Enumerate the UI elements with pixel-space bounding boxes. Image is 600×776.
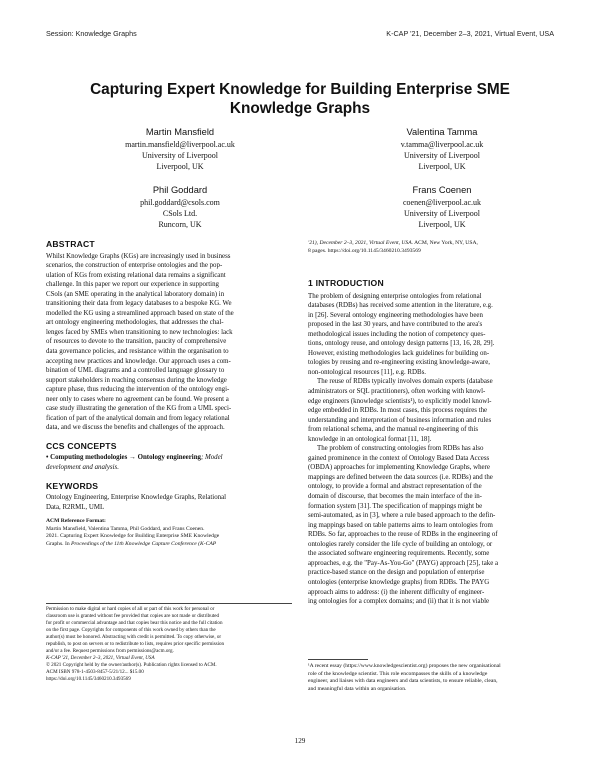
permission-divider	[46, 603, 292, 604]
running-header-conference: K-CAP '21, December 2–3, 2021, Virtual Event, USA	[386, 29, 554, 38]
permission-line: author(s) must be honored. Abstracting with credit is permitted. To copy otherwise, or	[46, 634, 222, 640]
acm-reference-line: Martin Mansfield, Valentina Tamma, Phil Goddard, and Frans Coenen.	[46, 525, 205, 532]
introduction-section	[308, 279, 554, 607]
ccs-line-1	[46, 453, 292, 463]
acm-reference-proceedings: Proceedings of the 11th Knowledge Capture Conference (K-CAP	[71, 541, 217, 547]
abstract-line: challenge. In this paper we report our experience in supporting	[46, 281, 219, 289]
abstract-line: Whilst Knowledge Graphs (KGs) are increasingly used in business	[46, 252, 231, 260]
intro-line: databases (RDBs) has received some attention in the literature, e.g.	[308, 302, 493, 310]
intro-line: tologies by reusing and re-engineering existing knowledge-aware,	[308, 359, 490, 367]
acm-reference-line: 8 pages. https://doi.org/10.1145/3460210.3493569	[308, 247, 421, 254]
intro-line: edge embedded in RDBs. In most cases, this process requires the	[308, 407, 488, 415]
intro-line: ing ontologies for a complex domains; and (ii) that it is not viable	[308, 598, 490, 606]
intro-line: in [26]. Several ontology engineering methodologies have been	[308, 311, 483, 319]
intro-line: the associated software engineering requirements. Recently, some	[308, 550, 490, 558]
intro-line: semi-automated, as in [3], where a rule based approach to the defin-	[308, 512, 496, 520]
intro-line: domain of discourse, that becomes the main interface of the in-	[308, 493, 482, 501]
permission-line: for profit or commercial advantage and that copies bear this notice and the full citation	[46, 620, 223, 626]
intro-line: The problem of constructing ontologies from RDBs has also	[317, 445, 484, 453]
abstract-line: art ontology engineering methodologies, that addresses the chal-	[46, 319, 224, 327]
abstract-line: case study illustrating the generation of the KG from a UML speci-	[46, 405, 232, 413]
abstract-line: ulation of KGs from existing relational data remains a significant	[46, 271, 226, 279]
author-affiliation: University of Liverpool	[404, 151, 480, 160]
permission-line: on the first page. Copyrights for components of this work owned by others than the	[46, 627, 216, 633]
footnote-line: role of the knowledge scientist. This role encompasses the skills of a knowledge	[308, 670, 488, 677]
intro-line: However, existing methodologies lack guidelines for building on-	[308, 349, 490, 357]
keywords-line-2: Data, R2RML, UML	[46, 503, 105, 511]
abstract-line: bination of UML diagrams and a controlled language glossary to	[46, 367, 225, 375]
acm-reference-line	[308, 240, 554, 248]
intro-line: tions, ontology reuse, and ontology design patterns [13, 16, 28, 29].	[308, 340, 495, 348]
keywords-list	[46, 493, 292, 512]
permission-notice	[46, 606, 292, 683]
paper-title	[40, 80, 560, 118]
paper-title-line-1: Capturing Expert Knowledge for Building Enterprise SME	[90, 81, 510, 98]
intro-line: proposed in the last 30 years, and have contributed to the area's	[308, 321, 483, 329]
permission-isbn: ACM ISBN 978-1-4503-8457-5/21/12... $15.00	[46, 669, 144, 675]
intro-line: formation system [31]. The specification of mappings might be	[308, 502, 483, 510]
author-block-3	[80, 184, 280, 230]
acm-reference	[46, 518, 292, 548]
acm-reference-line: 2021. Capturing Expert Knowledge for Building Enterprise SME Knowledge	[46, 533, 220, 540]
intro-line: RDBs. So far, approaches to the reuse of RDBs in the engineering of	[308, 531, 498, 539]
ccs-secondary-prefix: ; Model	[200, 454, 223, 462]
author-location: Liverpool, UK	[418, 220, 466, 229]
abstract-line: neer only to cases where no agreement can be found. We present a	[46, 395, 229, 403]
acm-reference-line	[46, 541, 292, 549]
abstract-line: data, and we discuss the benefits and challenges of the approach.	[46, 424, 225, 432]
intro-line: ontologies rarely consider the life cycle of building an ontology, or	[308, 540, 493, 548]
author-location: Liverpool, UK	[418, 162, 466, 171]
author-email: phil.goddard@csols.com	[140, 198, 220, 207]
intro-line: The problem of designing enterprise ontologies from relational	[308, 292, 482, 300]
permission-doi: https://doi.org/10.1145/3460210.3493569	[46, 676, 131, 682]
permission-line: republish, to post on servers or to redistribute to lists, requires prior specific permission	[46, 641, 225, 647]
permission-conference: K-CAP '21, December 2–3, 2021, Virtual Event, USA	[46, 655, 155, 661]
footnote	[308, 663, 554, 693]
intro-line: The reuse of RDBs typically involves domain experts (database	[317, 378, 493, 386]
abstract-line: transitioning their data from legacy databases to a bespoke KG. We	[46, 300, 232, 308]
permission-line: Permission to make digital or hard copies of all or part of this work for personal or	[46, 606, 215, 612]
introduction-body	[308, 292, 554, 607]
footnote-line: ¹A recent essay (https://www.knowledgescientist.org) proposes the new organisational	[308, 663, 501, 669]
acm-reference-heading: ACM Reference Format:	[46, 518, 106, 525]
acm-reference-publisher: ACM, New York, NY, USA,	[413, 240, 478, 246]
footnote-line: and meaningful data within an organisation.	[308, 685, 407, 692]
intro-line: from relational schema, and the manual re-engineering of this	[308, 426, 479, 434]
abstract-line: data governance policies, and resistance within the organisation to	[46, 348, 229, 356]
author-email: v.tamma@liverpool.ac.uk	[400, 140, 484, 149]
ccs-primary-concept: • Computing methodologies → Ontology engineering	[46, 454, 201, 462]
author-name: Phil Goddard	[152, 185, 208, 195]
intro-line: ing mappings based on table patterns aims to learn ontologies from	[308, 521, 493, 529]
author-block-2	[342, 126, 542, 172]
author-affiliation: University of Liverpool	[142, 151, 218, 160]
abstract-line: fication of part of the analytical domain and from legacy relational	[46, 414, 230, 422]
author-name: Frans Coenen	[412, 185, 472, 195]
intro-line: approaches, e.g. the "Pay-As-You-Go" (PAYG) approach [25], take a	[308, 559, 499, 567]
abstract-line: support stakeholders in reaching consensus during the knowledge	[46, 376, 227, 384]
paper-title-line-2: Knowledge Graphs	[229, 100, 371, 117]
running-header-session: Session: Knowledge Graphs	[46, 29, 137, 38]
introduction-heading: 1 INTRODUCTION	[308, 278, 384, 288]
intro-line: knowledge in an ontological format [11, 18].	[308, 435, 432, 443]
permission-line: and/or a fee. Request permissions from permissions@acm.org.	[46, 648, 174, 654]
abstract-line: CSols (an SME operating in the analytical laboratory domain) in	[46, 290, 225, 298]
intro-line: methodological issues including the notion of competency ques-	[308, 330, 486, 338]
abstract-body	[46, 252, 292, 433]
intro-line: mappings are defined between the data sources (i.e. RDBs) and the	[308, 473, 493, 481]
ccs-heading: CCS CONCEPTS	[46, 440, 117, 451]
intro-line: (OBDA) approaches for implementing Knowledge Graphs, where	[308, 464, 490, 472]
abstract-line: scenarios, the construction of enterprise ontologies and the pop-	[46, 262, 223, 270]
footnote-divider	[308, 659, 368, 660]
abstract-line: lenges faced by SMEs when transitioning to new technologies: lack	[46, 328, 233, 336]
intro-line: practice-based stance on the design and population of enterprise	[308, 569, 485, 577]
abstract-line: accepting new practices and knowledge. Our approach uses a com-	[46, 357, 231, 365]
intro-line: ontology, to provide a formal and abstract representation of the	[308, 483, 482, 491]
keywords-heading: KEYWORDS	[46, 480, 99, 491]
abstract-section	[46, 240, 292, 549]
author-name: Valentina Tamma	[406, 127, 478, 137]
keywords-line-1: Ontology Engineering, Enterprise Knowledge Graphs, Relational	[46, 494, 227, 502]
author-affiliation: University of Liverpool	[404, 209, 480, 218]
author-name: Martin Mansfield	[145, 127, 215, 137]
acm-reference-venue: '21), December 2–3, 2021, Virtual Event, USA.	[308, 240, 414, 246]
abstract-line: capture phase, thus reducing the intervention of the ontology engi-	[46, 386, 230, 394]
ccs-line-2: development and analysis.	[46, 464, 119, 472]
author-email: martin.mansfield@liverpool.ac.uk	[125, 140, 235, 149]
acm-reference-continued	[308, 240, 554, 255]
page-number: 129	[294, 737, 306, 745]
permission-copyright: © 2021 Copyright held by the owner/author(s). Publication rights licensed to ACM.	[46, 662, 217, 668]
intro-line: understanding and interpretation of business information and rules	[308, 416, 492, 424]
abstract-line: of resources to devote to the transition, paucity of comprehensive	[46, 338, 227, 346]
author-block-1	[80, 126, 280, 172]
author-affiliation: CSols Ltd.	[162, 209, 198, 218]
intro-line: edge engineers (knowledge scientists¹), to explicitly model knowl-	[308, 397, 492, 405]
author-block-4	[342, 184, 542, 230]
footnote-line: engineer, and liaises with data engineers and data scientists, to ensure reliable, clean,	[308, 678, 498, 685]
intro-line: gained prominence in the context of Ontology Based Data Access	[308, 454, 490, 462]
intro-line: administrators or SQL practitioners), often working with knowl-	[308, 388, 486, 396]
permission-line: classroom use is granted without fee provided that copies are not made or distributed	[46, 613, 219, 619]
author-location: Runcorn, UK	[158, 220, 202, 229]
author-email: coenen@liverpool.ac.uk	[402, 198, 481, 207]
acm-reference-plain: Graphs. In	[46, 541, 72, 547]
intro-line: approach aims to address: (i) the inherent difficulty of engineer-	[308, 588, 485, 596]
abstract-line: modelled the KG using a streamlined approach based on state of the	[46, 309, 234, 317]
intro-line: non-ontological resources [11], e.g. RDBs.	[308, 368, 427, 376]
intro-line: ontologies (enterprise knowledge graphs) from RDBs. The PAYG	[308, 578, 490, 586]
author-location: Liverpool, UK	[156, 162, 204, 171]
abstract-heading: ABSTRACT	[46, 239, 95, 249]
ccs-concepts	[46, 453, 292, 472]
